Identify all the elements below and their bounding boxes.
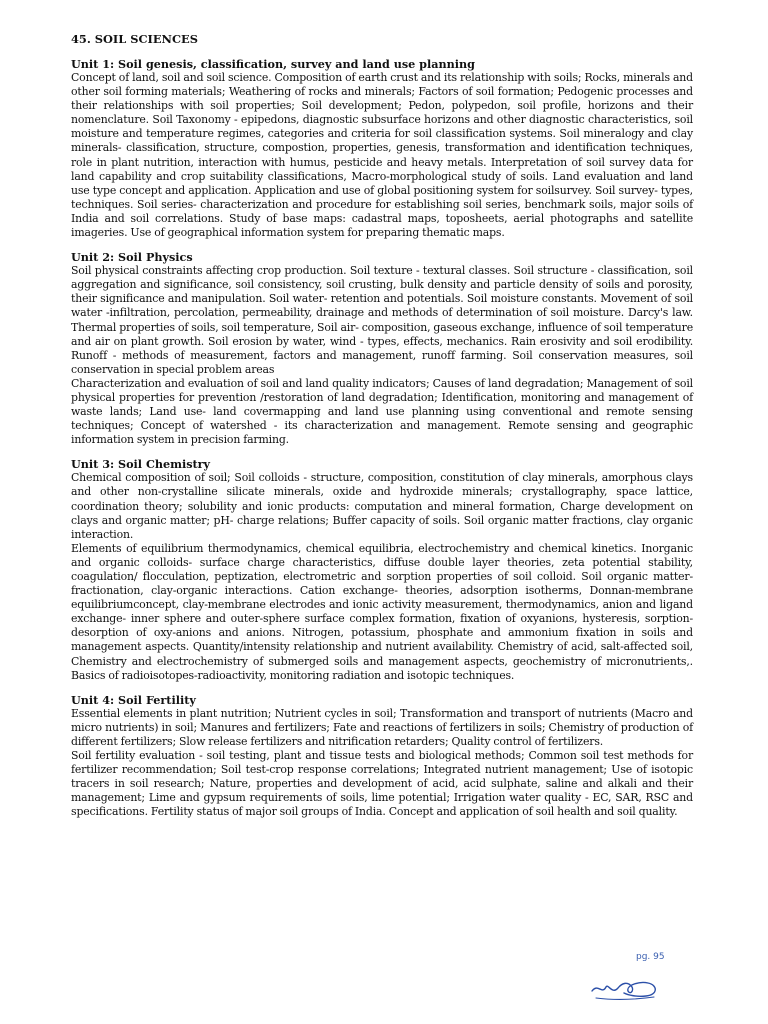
unit-2-paragraph-2: Characterization and evaluation of soil and land quality indicators; Causes of land degradation; Management of soil physical properties for prevention /restoration of land degradation; Identification, monitoring and management of waste lands; Land use- land covermapping and land use planning using conventional and remote sensing techniques; Concept of watershed - its characterization and management. Remote sensing and geographic information system in precision farming.	[71, 376, 693, 447]
unit-3	[71, 457, 693, 682]
unit-1	[71, 57, 693, 240]
unit-3-title: Unit 3: Soil Chemistry	[71, 457, 211, 472]
unit-3-paragraph-1: Chemical composition of soil; Soil colloids - structure, composition, constitution of clay minerals, amorphous clays and other non-crystalline silicate minerals, oxide and hydroxide minerals; crystallography, space lattice, coordination theory; solubility and ionic products: computation and mineral formation, Charge development on clays and organic matter; pH- charge relations; Buffer capacity of soils. Soil organic matter fractions, clay organic interaction.	[71, 471, 693, 541]
unit-4	[71, 693, 693, 820]
unit-1-paragraph: Concept of land, soil and soil science. Composition of earth crust and its relationship with soils; Rocks, minerals and other soil forming materials; Weathering of rocks and minerals; Factors of soil formation; Pedogenic processes and their relationships with soil properties; Soil development; Pedon, polypedon, soil profile, horizons and their nomenclature. Soil Taxonomy - epipedons, diagnostic subsurface horizons and other diagnostic characteristics, soil moisture and temperature regimes, categories and criteria for soil classification systems. Soil mineralogy and clay minerals- classification, structure, compostion, properties, genesis, transformation and identification techniques, role in plant nutrition, interaction with humus, pesticide and heavy metals. Interpretation of soil survey data for land capability and crop suitability classifications, Macro-morphological study of soils. Land evaluation and land use type concept and application. Application and use of global positioning system for soilsurvey. Soil survey- types, techniques. Soil series- characterization and procedure for establishing soil series, benchmark soils, major soils of India and soil correlations. Study of base maps: cadastral maps, toposheets, aerial photographs and satellite imageries. Use of geographical information system for preparing thematic maps.	[71, 71, 693, 240]
unit-4-paragraph-1: Essential elements in plant nutrition; Nutrient cycles in soil; Transformation and transport of nutrients (Macro and micro nutrients) in soil; Manures and fertilizers; Fate and reactions of fertilizers in soils; Chemistry of production of different fertilizers; Slow release fertilizers and nitrification retarders; Quality control of fertilizers.	[71, 706, 693, 748]
unit-4-title: Unit 4: Soil Fertility	[71, 692, 196, 707]
document-title: 45. SOIL SCIENCES	[71, 32, 198, 46]
unit-3-paragraph-2: Elements of equilibrium thermodynamics, chemical equilibria, electrochemistry and chemical kinetics. Inorganic and organic colloids- surface charge characteristics, diffuse double layer theories, zeta potential stability, coagulation/ flocculation, peptization, electrometric and sorption properties of soil colloid. Soil organic matter- fractionation, clay-organic interactions. Cation exchange- theories, adsorption isotherms, Donnan-membrane equilibriumconcept, clay-membrane electrodes and ionic activity measurement, thermodynamics, anion and ligand exchange- inner sphere and outer-sphere surface complex formation, fixation of oxyanions, hysteresis, sorption-desorption of oxy-anions and anions. Nitrogen, potassium, phosphate and ammonium fixation in soils and management aspects. Quantity/intensity relationship and nutrient availability. Chemistry of acid, salt-affected soil, Chemistry and electrochemistry of submerged soils and management aspects, geochemistry of micronutrients,. Basics of radioisotopes-radioactivity, monitoring radiation and isotopic techniques.	[71, 541, 693, 682]
unit-2-title: Unit 2: Soil Physics	[71, 250, 193, 265]
signature-underline	[596, 997, 654, 999]
page-number: pg. 95	[636, 952, 665, 962]
signature-stroke	[592, 982, 655, 996]
unit-4-paragraph-2: Soil fertility evaluation - soil testing, plant and tissue tests and biological methods; Common soil test methods for fertilizer recommendation; Soil test-crop response correlations; Integrated nutrient management; Use of isotopic tracers in soil research; Nature, properties and development of acid, acid sulphate, saline and alkali and their management; Lime and gypsum requirements of soils, lime potential; Irrigation water quality - EC, SAR, RSC and specifications. Fertility status of major soil groups of India. Concept and application of soil health and soil quality.	[71, 749, 693, 819]
unit-2-paragraph-1: Soil physical constraints affecting crop production. Soil texture - textural classes. Soil structure - classification, soil aggregation and significance, soil consistency, soil crusting, bulk density and particle density of soils and porosity, their significance and manipulation. Soil water- retention and potentials. Soil moisture constants. Movement of soil water -infiltration, percolation, permeability, drainage and methods of determination of soil moisture. Darcy's law. Thermal properties of soils, soil temperature, Soil air- composition, gaseous exchange, influence of soil temperature and air on plant growth. Soil erosion by water, wind - types, effects, mechanics. Rain erosivity and soil erodibility. Runoff - methods of measurement, factors and management, runoff farming. Soil conservation measures, soil conservation in special problem areas	[71, 264, 693, 376]
signature-image	[588, 973, 664, 1003]
unit-2	[71, 250, 693, 447]
unit-1-title: Unit 1: Soil genesis, classification, survey and land use planning	[71, 57, 475, 71]
document-page	[71, 31, 693, 830]
